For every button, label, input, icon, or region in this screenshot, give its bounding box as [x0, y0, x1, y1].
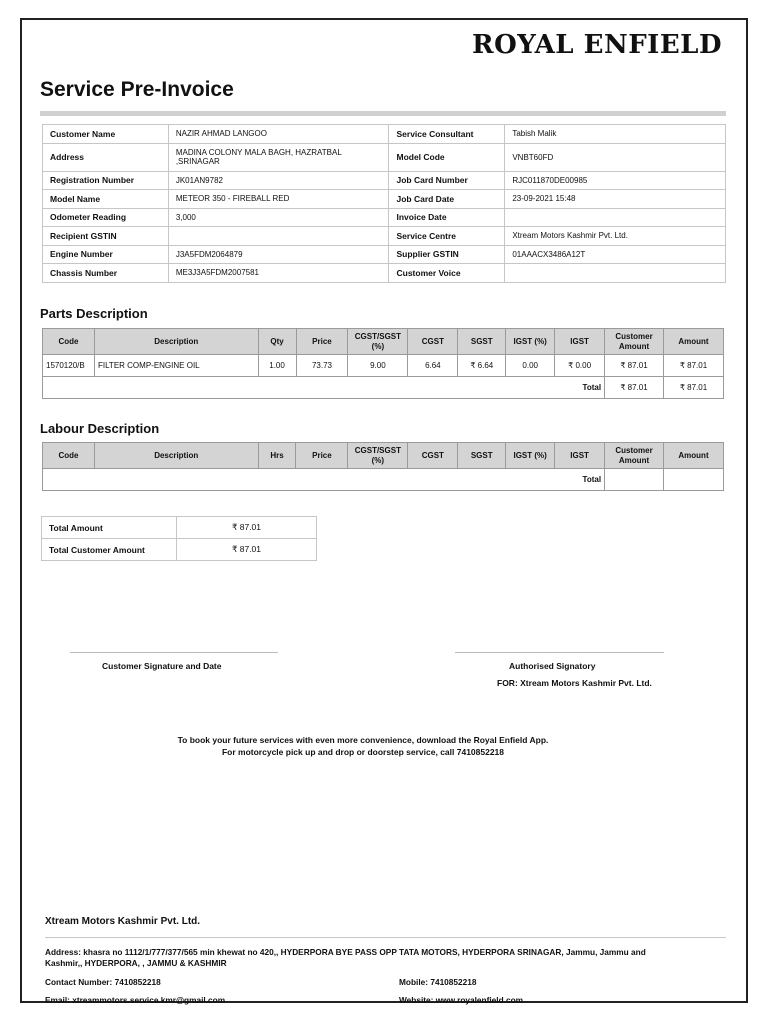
- labour-column-header: CGST: [408, 443, 458, 469]
- parts-cell-cgst: 6.64: [408, 355, 458, 377]
- labour-total-label: Total: [43, 469, 605, 491]
- page-title: Service Pre-Invoice: [40, 78, 234, 101]
- info-row: [43, 125, 726, 144]
- info-value: VNBT60FD: [505, 143, 726, 171]
- info-label: Customer Voice: [389, 264, 505, 283]
- footer-mobile: Mobile: 7410852218: [399, 977, 477, 987]
- parts-row: [43, 355, 724, 377]
- info-value: NAZIR AHMAD LANGOO: [168, 125, 389, 144]
- info-label: Registration Number: [43, 171, 169, 190]
- labour-column-header: IGST (%): [506, 443, 555, 469]
- info-row: [43, 264, 726, 283]
- footer-contact-number: Contact Number: 7410852218: [45, 977, 161, 987]
- info-label: Recipient GSTIN: [43, 227, 169, 246]
- authorised-signature-line: [455, 652, 664, 653]
- info-label: Supplier GSTIN: [389, 245, 505, 264]
- info-row: [43, 245, 726, 264]
- parts-cell-amount: ₹ 87.01: [663, 355, 723, 377]
- info-label: Invoice Date: [389, 208, 505, 227]
- parts-column-header: Qty: [258, 329, 296, 355]
- labour-total-customer-amount: [605, 469, 664, 491]
- labour-column-header: Amount: [664, 443, 724, 469]
- info-label: Model Code: [389, 143, 505, 171]
- info-value: 01AAACX3486A12T: [505, 245, 726, 264]
- info-value: JK01AN9782: [168, 171, 389, 190]
- footer-divider: [45, 937, 726, 938]
- info-value: [505, 208, 726, 227]
- info-value: Xtream Motors Kashmir Pvt. Ltd.: [505, 227, 726, 246]
- parts-cell-igst-pct: 0.00: [506, 355, 555, 377]
- info-row: [43, 208, 726, 227]
- info-label: Model Name: [43, 190, 169, 209]
- info-label: Chassis Number: [43, 264, 169, 283]
- total-amount-value: ₹ 87.01: [177, 517, 317, 539]
- info-value: METEOR 350 - FIREBALL RED: [168, 190, 389, 209]
- info-label: Service Consultant: [389, 125, 505, 144]
- parts-column-header: Description: [94, 329, 258, 355]
- summary-row: [42, 539, 317, 561]
- parts-column-header: IGST: [555, 329, 605, 355]
- info-label: Address: [43, 143, 169, 171]
- info-label: Customer Name: [43, 125, 169, 144]
- labour-column-header: SGST: [458, 443, 506, 469]
- for-company-label: FOR: Xtream Motors Kashmir Pvt. Ltd.: [497, 678, 652, 688]
- info-row: [43, 190, 726, 209]
- parts-column-header: IGST (%): [506, 329, 555, 355]
- info-label: Job Card Date: [389, 190, 505, 209]
- authorised-signatory-label: Authorised Signatory: [509, 661, 596, 671]
- labour-column-header: Code: [43, 443, 95, 469]
- info-label: Job Card Number: [389, 171, 505, 190]
- parts-cell-sgst: ₹ 6.64: [458, 355, 506, 377]
- info-value: RJC011870DE00985: [505, 171, 726, 190]
- total-customer-amount-value: ₹ 87.01: [177, 539, 317, 561]
- labour-total-row: [43, 469, 724, 491]
- customer-signature-line: [70, 652, 278, 653]
- labour-column-header: Customer Amount: [605, 443, 664, 469]
- labour-column-header: Hrs: [258, 443, 296, 469]
- info-row: [43, 227, 726, 246]
- labour-column-header: CGST/SGST (%): [348, 443, 408, 469]
- parts-column-header: Code: [43, 329, 95, 355]
- info-row: [43, 171, 726, 190]
- footer-email: Email: xtreammotors.service.kmr@gmail.com: [45, 995, 226, 1005]
- customer-info-table: [42, 124, 726, 283]
- info-label: Odometer Reading: [43, 208, 169, 227]
- royal-enfield-logo: ROYAL ENFIELD: [471, 30, 722, 60]
- parts-total-amount: ₹ 87.01: [663, 377, 723, 399]
- promo-line-2: For motorcycle pick up and drop or doorstep service, call 7410852218: [221, 747, 505, 757]
- total-amount-label: Total Amount: [42, 517, 177, 539]
- labour-column-header: Price: [296, 443, 348, 469]
- summary-table: [41, 516, 317, 561]
- labour-column-header: IGST: [555, 443, 605, 469]
- parts-cell-price: 73.73: [296, 355, 348, 377]
- title-divider: [40, 111, 726, 116]
- summary-row: [42, 517, 317, 539]
- customer-signature-label: Customer Signature and Date: [102, 661, 222, 671]
- info-label: Engine Number: [43, 245, 169, 264]
- parts-heading: Parts Description: [40, 306, 148, 321]
- promo-line-1: To book your future services with even more convenience, download the Royal Enfield App.: [177, 735, 549, 745]
- parts-column-header: CGST/SGST (%): [348, 329, 408, 355]
- parts-cell-customer-amount: ₹ 87.01: [605, 355, 664, 377]
- parts-cell-igst: ₹ 0.00: [555, 355, 605, 377]
- parts-total-label: Total: [43, 377, 605, 399]
- parts-column-header: Price: [296, 329, 348, 355]
- parts-table: [42, 328, 724, 399]
- total-customer-amount-label: Total Customer Amount: [42, 539, 177, 561]
- labour-heading: Labour Description: [40, 421, 160, 436]
- footer-company-name: Xtream Motors Kashmir Pvt. Ltd.: [45, 916, 201, 927]
- parts-total-row: [43, 377, 724, 399]
- info-value: [168, 227, 389, 246]
- info-value: [505, 264, 726, 283]
- labour-column-header: Description: [94, 443, 258, 469]
- info-value: 23-09-2021 15:48: [505, 190, 726, 209]
- info-label: Service Centre: [389, 227, 505, 246]
- parts-cell-cgst-sgst-pct: 9.00: [348, 355, 408, 377]
- info-value: 3,000: [168, 208, 389, 227]
- parts-total-customer-amount: ₹ 87.01: [605, 377, 664, 399]
- parts-column-header: CGST: [408, 329, 458, 355]
- footer-address: Address: khasra no 1112/1/777/377/565 min khewat no 420,, HYDERPORA BYE PASS OPP TATA MOTORS, HYDERPORA SRINAGAR, Jammu, Jammu and Kashmir,, HYDERPORA, , JAMMU & KASHMIR: [45, 947, 646, 968]
- parts-cell-qty: 1.00: [258, 355, 296, 377]
- parts-cell-description: FILTER COMP-ENGINE OIL: [94, 355, 258, 377]
- info-value: J3A5FDM2064879: [168, 245, 389, 264]
- parts-column-header: SGST: [458, 329, 506, 355]
- info-value: Tabish Malik: [505, 125, 726, 144]
- info-value: ME3J3A5FDM2007581: [168, 264, 389, 283]
- info-row: [43, 143, 726, 171]
- parts-column-header: Amount: [663, 329, 723, 355]
- labour-total-amount: [664, 469, 724, 491]
- parts-cell-code: 1570120/B: [43, 355, 95, 377]
- footer-website: Website: www.royalenfield.com: [399, 995, 524, 1005]
- info-value: MADINA COLONY MALA BAGH, HAZRATBAL ,SRINAGAR: [168, 143, 389, 171]
- parts-column-header: Customer Amount: [605, 329, 664, 355]
- labour-table: [42, 442, 724, 491]
